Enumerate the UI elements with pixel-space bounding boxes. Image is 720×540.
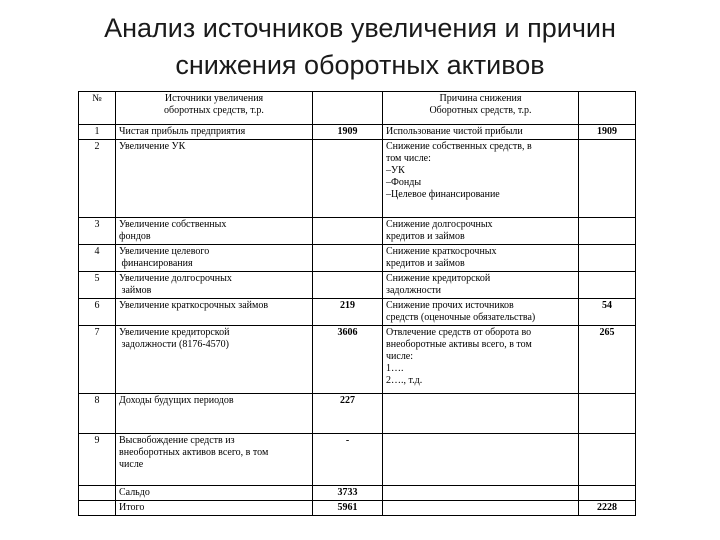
source-text-line: финансирования [119,258,193,269]
source-cell [116,486,313,501]
table-row [79,125,636,140]
source-text-line: Увеличение собственных [119,219,227,230]
reason-cell [383,125,579,140]
reason-value: 54 [579,299,636,326]
reason-value [579,272,636,299]
header-source-value [313,92,383,125]
reason-text-line: кредитов и займов [386,231,465,242]
row-number: 8 [79,394,116,434]
row-number: 1 [79,125,116,140]
table-row [79,326,636,394]
reason-cell [383,486,579,501]
row-number: 2 [79,140,116,218]
header-source [116,92,313,125]
reason-value: 265 [579,326,636,394]
reason-text-line: Снижение кредиторской [386,273,491,284]
source-cell [116,125,313,140]
reason-cell [383,501,579,516]
source-cell [116,245,313,272]
source-cell [116,299,313,326]
header-reason-line-1: Причина снижения [439,93,522,104]
title-line-1: Анализ источников увеличения и причин [104,13,616,43]
source-text-line: займов [119,285,152,296]
reason-cell [383,326,579,394]
source-cell [116,218,313,245]
table-row [79,486,636,501]
reason-cell [383,434,579,486]
reason-value [579,434,636,486]
source-value: 219 [313,299,383,326]
page-title [60,10,660,84]
source-text-line: Увеличение долгосрочных [119,273,232,284]
assets-analysis-table [78,91,636,516]
reason-text-line: –Фонды [386,177,422,188]
source-text-line: Увеличение целевого [119,246,210,257]
reason-text-line: Снижение собственных средств, в [386,141,532,152]
row-number [79,501,116,516]
reason-text-line: –Целевое финансирование [386,189,500,200]
source-text-line: задолжности (8176-4570) [119,339,229,350]
source-text-line: Увеличение краткосрочных займов [119,300,269,311]
source-value [313,140,383,218]
reason-text-line: Снижение долгосрочных [386,219,493,230]
source-cell [116,501,313,516]
reason-text-line: –УК [386,165,405,176]
source-text-line: числе [119,459,144,470]
source-text-line: Итого [119,502,145,513]
reason-text-line: задолжности [386,285,442,296]
reason-value [579,140,636,218]
source-cell [116,394,313,434]
reason-text-line: средств (оценочные обязательства) [386,312,536,323]
source-text-line: Увеличение УК [119,141,186,152]
row-number: 3 [79,218,116,245]
source-text-line: Чистая прибыль предприятия [119,126,246,137]
source-value: 3606 [313,326,383,394]
header-row [79,92,636,125]
title-line-2: снижения оборотных активов [175,50,545,80]
reason-text-line: Снижение краткосрочных [386,246,497,257]
source-text-line: Сальдо [119,487,150,498]
row-number: 9 [79,434,116,486]
source-cell [116,272,313,299]
row-number: 6 [79,299,116,326]
source-cell [116,140,313,218]
reason-text-line: том числе: [386,153,431,164]
reason-cell [383,299,579,326]
source-text-line: фондов [119,231,151,242]
reason-cell [383,394,579,434]
table-row [79,299,636,326]
table-row [79,218,636,245]
source-value: 1909 [313,125,383,140]
header-reason-line-2: Оборотных средств, т.р. [429,105,532,116]
reason-text-line: кредитов и займов [386,258,465,269]
reason-text-line: числе: [386,351,414,362]
source-text-line: Высвобождение средств из [119,435,235,446]
header-reason-value [579,92,636,125]
row-number: 7 [79,326,116,394]
row-number: 4 [79,245,116,272]
source-cell [116,326,313,394]
source-text-line: внеоборотных активов всего, в том [119,447,269,458]
reason-text-line: Снижение прочих источников [386,300,514,311]
source-text-line: Доходы будущих периодов [119,395,234,406]
reason-value: 2228 [579,501,636,516]
reason-cell [383,272,579,299]
source-value [313,245,383,272]
table-row [79,140,636,218]
reason-value [579,394,636,434]
reason-text-line: Использование чистой прибыли [386,126,523,137]
source-value: 227 [313,394,383,434]
table-row [79,434,636,486]
source-value [313,272,383,299]
reason-text-line: 1…. [386,363,404,374]
source-text-line: Увеличение кредиторской [119,327,230,338]
source-value: 5961 [313,501,383,516]
table-row [79,245,636,272]
reason-text-line: внеоборотные активы всего, в том [386,339,532,350]
reason-cell [383,218,579,245]
source-value: 3733 [313,486,383,501]
header-reason [383,92,579,125]
table-row [79,394,636,434]
row-number [79,486,116,501]
source-value: - [313,434,383,486]
reason-value [579,245,636,272]
header-source-line-1: Источники увеличения [164,93,264,104]
reason-text-line: 2…., т.д. [386,375,423,386]
source-cell [116,434,313,486]
header-num: № [79,92,116,125]
header-source-line-2: оборотных средств, т.р. [164,105,264,116]
reason-cell [383,140,579,218]
table-row [79,501,636,516]
reason-value: 1909 [579,125,636,140]
table-body [79,92,636,516]
reason-cell [383,245,579,272]
row-number: 5 [79,272,116,299]
reason-value [579,218,636,245]
table-row [79,272,636,299]
reason-text-line: Отвлечение средств от оборота во [386,327,532,338]
reason-value [579,486,636,501]
source-value [313,218,383,245]
